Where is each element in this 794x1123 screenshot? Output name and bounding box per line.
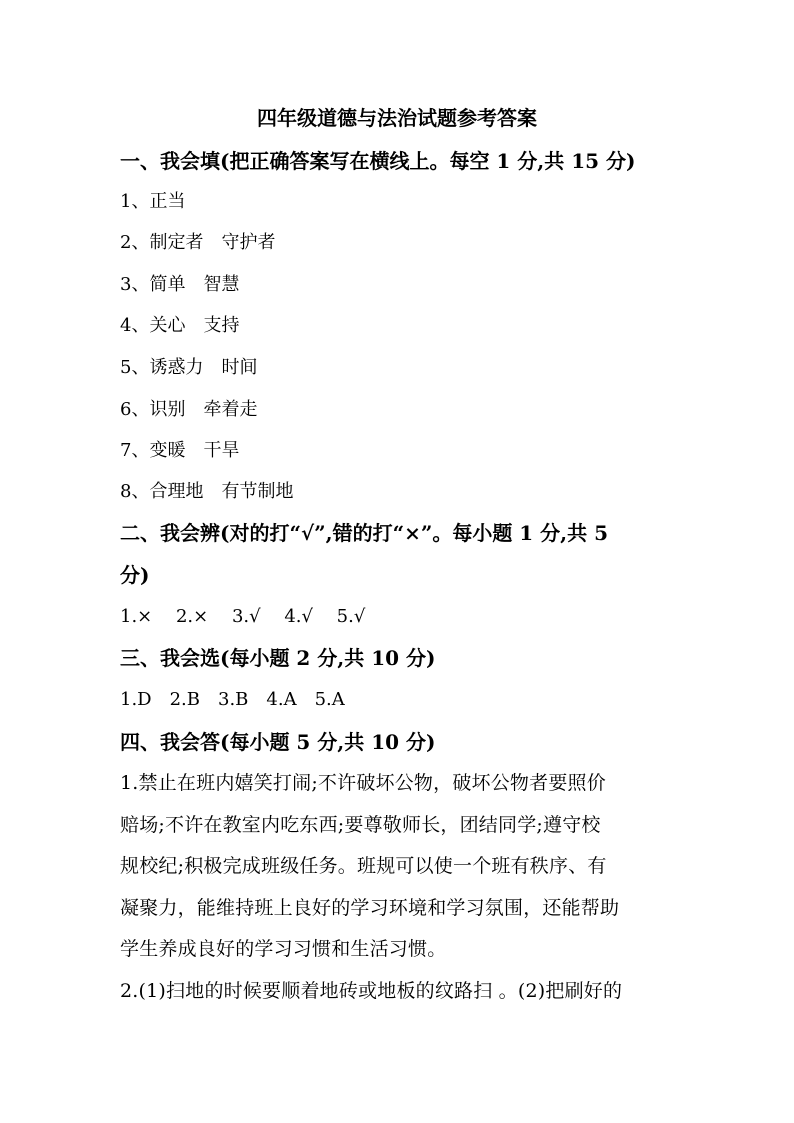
section-1-answer-2: 2、制定者 守护者 <box>120 232 276 253</box>
section-1-heading: 一、我会填(把正确答案写在横线上。每空 1 分,共 15 分) <box>120 149 636 173</box>
document-title: 四年级道德与法治试题参考答案 <box>257 106 537 130</box>
section-3-answers: 1.D 2.B 3.B 4.A 5.A <box>120 689 345 710</box>
section-4-paragraph-line-4: 凝聚力，能维持班上良好的学习环境和学习氛围，还能帮助 <box>120 897 620 919</box>
section-4-paragraph-line-6: 2.(1)扫地的时候要顺着地砖或地板的纹路扫 。(2)把刷好的 <box>120 980 623 1002</box>
section-1-answer-3: 3、简单 智慧 <box>120 274 240 295</box>
section-1-answer-1: 1、正当 <box>120 191 186 212</box>
section-4-paragraph-line-1: 1.禁止在班内嬉笑打闹;不许破坏公物，破坏公物者要照价 <box>120 772 606 794</box>
section-3-heading: 三、我会选(每小题 2 分,共 10 分) <box>120 646 436 670</box>
section-4-paragraph-line-2: 赔场;不许在教室内吃东西;要尊敬师长，团结同学;遵守校 <box>120 814 601 836</box>
section-1-answer-6: 6、识别 牵着走 <box>120 399 258 420</box>
section-2-heading-continued: 分) <box>120 563 150 587</box>
section-4-heading: 四、我会答(每小题 5 分,共 10 分) <box>120 730 436 754</box>
section-4-paragraph-line-3: 规校纪;积极完成班级任务。班规可以使一个班有秩序、有 <box>120 855 607 877</box>
section-4-paragraph-line-5: 学生养成良好的学习习惯和生活习惯。 <box>120 938 447 960</box>
section-1-answer-4: 4、关心 支持 <box>120 315 240 336</box>
section-2-answers: 1.× 2.× 3.√ 4.√ 5.√ <box>120 606 366 627</box>
section-2-heading: 二、我会辨(对的打“√”,错的打“×”。每小题 1 分,共 5 <box>120 521 609 545</box>
section-1-answer-8: 8、合理地 有节制地 <box>120 481 294 502</box>
section-1-answer-7: 7、变暖 干旱 <box>120 440 240 461</box>
section-1-answer-5: 5、诱惑力 时间 <box>120 357 258 378</box>
